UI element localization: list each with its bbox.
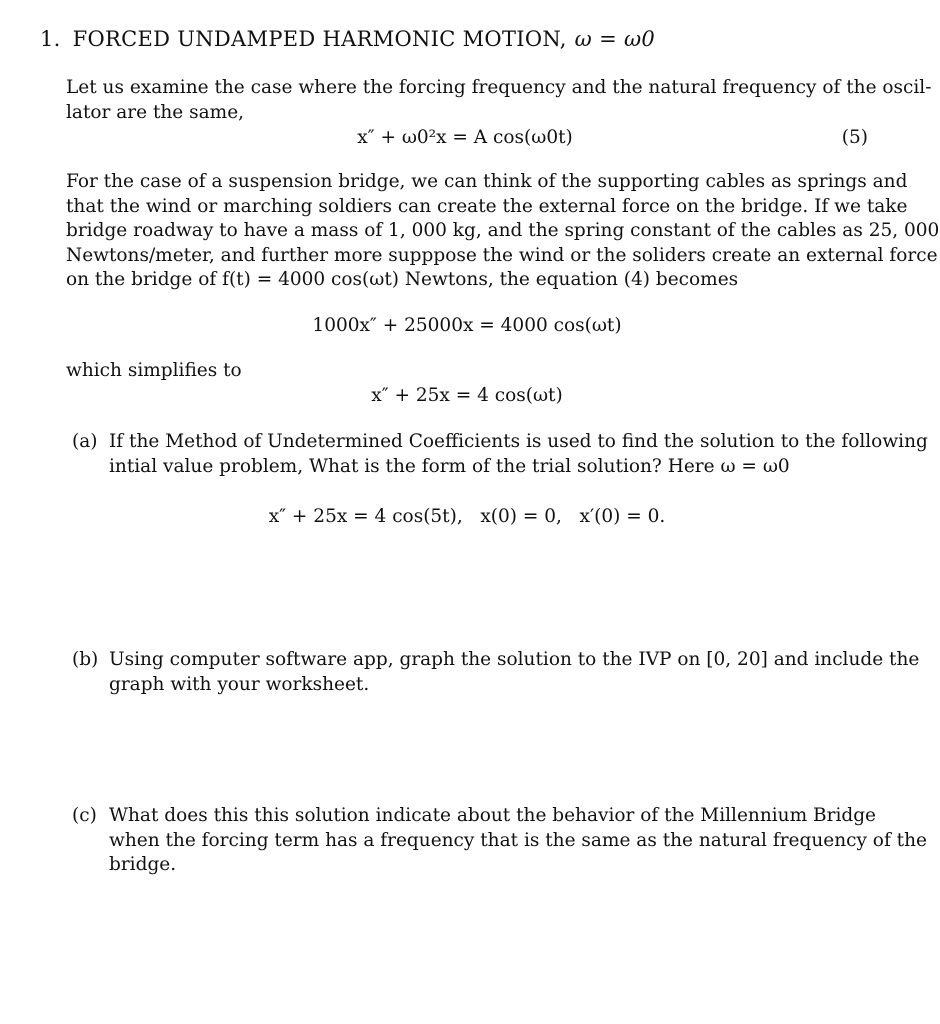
simplifies-text: which simplifies to [66,360,242,381]
part-c-label: (c) [72,805,97,826]
equation-bridge: 1000x″ + 25000x = 4000 cos(ωt) [312,315,622,336]
equation-simplified: x″ + 25x = 4 cos(ωt) [371,385,563,406]
part-a-equation: x″ + 25x = 4 cos(5t), x(0) = 0, x′(0) = 0. [268,506,666,527]
bridge-paragraph [66,170,940,293]
problem-heading [40,24,655,54]
part-c-line-1: What does this this solution indicate about the behavior of the Millennium Bridge [109,805,876,826]
part-a-line-2: intial value problem, What is the form of the trial solution? Here ω = ω0 [109,455,790,477]
part-a-text [109,430,928,479]
bridge-line-4: Newtons/meter, and further more supppose the wind or the soliders create an external force [66,244,938,266]
bridge-line-1: For the case of a suspension bridge, we can think of the supporting cables as springs and [66,171,908,192]
equation-5: x″ + ω0²x = A cos(ω0t) [357,127,573,148]
part-b-label: (b) [72,649,99,670]
part-a-line-1: If the Method of Undetermined Coefficients is used to find the solution to the following [109,431,928,452]
part-c-line-3: bridge. [109,854,177,875]
part-a-label: (a) [72,431,98,452]
problem-title-condition: ω = ω0 [574,27,656,51]
problem-number: 1. [40,27,61,51]
part-b-text [109,648,920,697]
problem-title: FORCED UNDAMPED HARMONIC MOTION, [72,27,567,51]
part-c-text [109,804,927,878]
part-b-line-2: graph with your worksheet. [109,673,370,695]
intro-line-2: lator are the same, [66,101,245,123]
bridge-line-3: bridge roadway to have a mass of 1, 000 kg, and the spring constant of the cables as 25, 000 [66,220,940,241]
bridge-line-5: on the bridge of f(t) = 4000 cos(ωt) Newtons, the equation (4) becomes [66,269,739,290]
intro-line-1: Let us examine the case where the forcing frequency and the natural frequency of the oscil- [66,77,932,98]
part-b-line-1: Using computer software app, graph the solution to the IVP on [0, 20] and include the [109,649,920,670]
part-c-line-2: when the forcing term has a frequency that is the same as the natural frequency of the [109,829,927,851]
equation-5-tag: (5) [841,127,868,148]
bridge-line-2: that the wind or marching soldiers can create the external force on the bridge. If we take [66,195,908,217]
intro-paragraph [66,76,932,125]
